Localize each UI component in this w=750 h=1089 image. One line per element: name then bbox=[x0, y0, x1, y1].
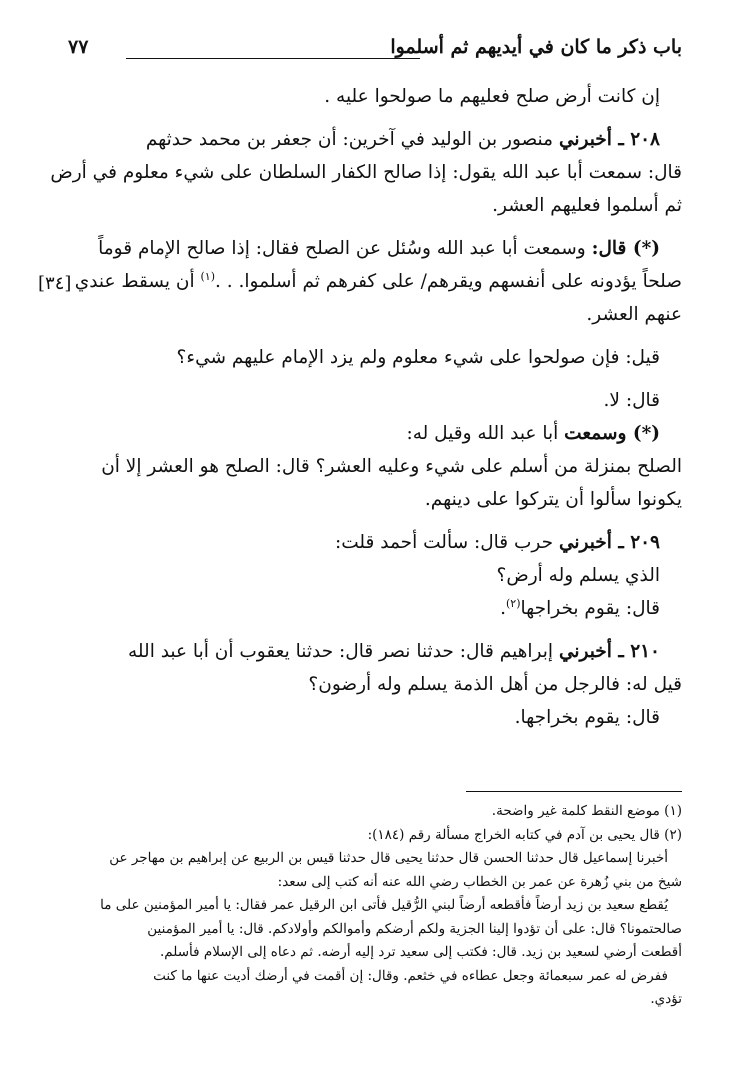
footnote-line: يُقطع سعيد بن زيد أرضاً فأقطعه أرضاً لبني الرُّقيل فأتى ابن الرقيل عمر فقال: يا أمير المؤمنين على ما bbox=[100, 897, 668, 913]
footnote-line: أقطعت أرضي لسعيد بن زيد. قال: فكتب إلى سعيد ترد إليه أرضه. ثم دعاه إلى الإسلام فأسلم. bbox=[159, 944, 682, 960]
header-title: باب ذكر ما كان في أيديهم ثم أسلموا bbox=[390, 36, 682, 58]
footnote-line: ففرض له عمر سبعمائة وجعل عطاءه في خثعم. وقال: إن أقمت في أرضك أديت عنها ما كنت bbox=[153, 967, 668, 984]
entry-number: ٢١٠ ـ أخبرني bbox=[558, 641, 660, 662]
text-line bbox=[68, 417, 682, 450]
footnote-rule bbox=[466, 791, 682, 792]
text-line: قال: سمعت أبا عبد الله يقول: إذا صالح الكفار السلطان على شيء معلوم في أرض bbox=[50, 162, 682, 183]
section-mark: (*) قال: bbox=[591, 238, 660, 259]
text-span: إبراهيم قال: حدثنا نصر قال: حدثنا يعقوب أن أبا عبد الله bbox=[128, 641, 559, 662]
footnote-line: شيخ من بني زُهرة عن عمر بن الخطاب رضي الله عنه أنه كتب إلى سعد: bbox=[277, 873, 682, 890]
text-span: أن يسقط عندي bbox=[74, 271, 201, 292]
text-span: أبا عبد الله وقيل له: bbox=[406, 423, 565, 444]
text-line bbox=[68, 232, 682, 265]
text-line: قيل: فإن صولحوا على شيء معلوم ولم يزد الإمام عليهم شيء؟ bbox=[176, 347, 660, 368]
footnote-line: (١) موضع النقط كلمة غير واضحة. bbox=[491, 803, 682, 819]
text-span: حرب قال: سألت أحمد قلت: bbox=[335, 532, 559, 553]
text-line: يكونوا سألوا أن يتركوا على دينهم. bbox=[424, 489, 682, 510]
footnote-line: تؤدي. bbox=[650, 991, 682, 1007]
text-span: وسمعت أبا عبد الله وسُئل عن الصلح فقال: إذا صالح الإمام قوماً bbox=[98, 238, 592, 259]
main-text bbox=[38, 80, 682, 734]
entry-number: ٢٠٩ ـ أخبرني bbox=[558, 532, 660, 553]
text-line bbox=[68, 123, 682, 156]
text-line bbox=[68, 592, 682, 625]
footnotes bbox=[68, 800, 682, 1012]
footnote-line: صالحتمونا؟ قال: على أن تؤدوا إلينا الجزية ولكم أرضكم وأموالكم وأولادكم. قال: يا أمير المؤمنين bbox=[147, 920, 682, 937]
footnote-line: (٢) قال يحيى بن آدم في كتابه الخراج مسألة رقم (١٨٤): bbox=[367, 826, 682, 843]
text-line: ثم أسلموا فعليهم العشر. bbox=[492, 195, 682, 216]
text-line: الذي يسلم وله أرض؟ bbox=[496, 565, 660, 586]
text-line bbox=[68, 526, 682, 559]
footnote-line: أخبرنا إسماعيل قال حدثنا الحسن قال حدثنا يحيى قال حدثنا قيس بن الربيع عن إبراهيم بن مهاجر عن bbox=[109, 850, 668, 866]
text-span: قال: يقوم بخراجها bbox=[520, 598, 660, 619]
entry-number: ٢٠٨ ـ أخبرني bbox=[558, 129, 660, 150]
text-line: قال: يقوم بخراجها. bbox=[514, 707, 660, 728]
text-span: صلحاً يؤدونه على أنفسهم ويقرهم/ على كفرهم ثم أسلموا. . . bbox=[215, 271, 682, 292]
text-line: قيل له: فالرجل من أهل الذمة يسلم وله أرضون؟ bbox=[308, 674, 682, 695]
text-line: قال: لا. bbox=[603, 390, 660, 411]
footnote-ref: (١) bbox=[200, 269, 216, 283]
text-span: منصور بن الوليد في آخرين: أن جعفر بن محمد حدثهم bbox=[145, 129, 559, 150]
margin-reference: [٣٤] bbox=[38, 273, 72, 294]
page-number: ٧٧ bbox=[68, 36, 89, 58]
running-header bbox=[68, 36, 682, 66]
text-line: الصلح بمنزلة من أسلم على شيء وعليه العشر؟ قال: الصلح هو العشر إلا أن bbox=[101, 456, 682, 477]
section-mark: (*) وسمعت bbox=[564, 423, 660, 444]
text-line bbox=[68, 635, 682, 668]
text-line: عنهم العشر. bbox=[586, 304, 682, 325]
header-rule bbox=[126, 58, 420, 59]
text-line: إن كانت أرض صلح فعليهم ما صولحوا عليه . bbox=[324, 86, 660, 107]
footnote-ref: (٢) bbox=[506, 596, 521, 610]
text-span: . bbox=[500, 598, 506, 619]
text-line bbox=[68, 265, 682, 298]
